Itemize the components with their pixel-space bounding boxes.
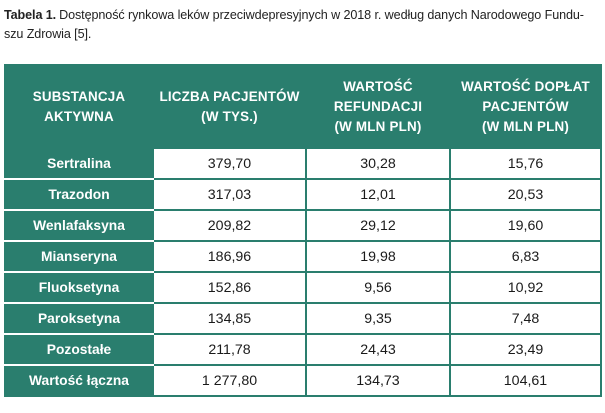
cell-patients: 152,86 — [153, 272, 306, 303]
table-row — [5, 272, 601, 303]
cell-copay: 15,76 — [450, 148, 601, 179]
header-line: (W MLN PLN) — [334, 118, 422, 134]
cell-patients: 209,82 — [153, 210, 306, 241]
cell-copay: 19,60 — [450, 210, 601, 241]
header-active-substance — [5, 65, 153, 148]
table-row — [5, 241, 601, 272]
header-line: SUBSTANCJA — [32, 88, 126, 104]
cell-patients: 186,96 — [153, 241, 306, 272]
table-caption — [4, 6, 600, 44]
table-row — [5, 148, 601, 179]
cell-refund: 24,43 — [306, 334, 450, 365]
header-refund-value — [306, 65, 450, 148]
table-row — [5, 303, 601, 334]
cell-substance: Pozostałe — [5, 334, 153, 365]
table-row — [5, 179, 601, 210]
cell-substance: Wartość łączna — [5, 365, 153, 396]
cell-copay: 10,92 — [450, 272, 601, 303]
cell-refund: 9,35 — [306, 303, 450, 334]
header-line: REFUNDACJI — [333, 98, 423, 114]
cell-patients: 1 277,80 — [153, 365, 306, 396]
cell-copay: 104,61 — [450, 365, 601, 396]
cell-substance: Wenlafaksyna — [5, 210, 153, 241]
caption-text-line2: szu Zdrowia [5]. — [4, 27, 92, 41]
cell-copay: 7,48 — [450, 303, 601, 334]
cell-refund: 134,73 — [306, 365, 450, 396]
cell-copay: 6,83 — [450, 241, 601, 272]
header-patient-count — [153, 65, 306, 148]
table-total-row — [5, 365, 601, 396]
cell-substance: Mianseryna — [5, 241, 153, 272]
cell-patients: 211,78 — [153, 334, 306, 365]
cell-refund: 12,01 — [306, 179, 450, 210]
header-line: LICZBA PACJENTÓW — [159, 88, 300, 104]
cell-copay: 23,49 — [450, 334, 601, 365]
cell-refund: 30,28 — [306, 148, 450, 179]
cell-patients: 379,70 — [153, 148, 306, 179]
cell-substance: Fluoksetyna — [5, 272, 153, 303]
caption-text-line1: Dostępność rynkowa leków przeciwdepresyjnych w 2018 r. według danych Narodowego Fundu- — [59, 8, 584, 22]
header-line: (W MLN PLN) — [482, 118, 569, 134]
table-row — [5, 334, 601, 365]
cell-refund: 19,98 — [306, 241, 450, 272]
header-copay-value — [450, 65, 601, 148]
cell-substance: Paroksetyna — [5, 303, 153, 334]
cell-substance: Sertralina — [5, 148, 153, 179]
cell-patients: 317,03 — [153, 179, 306, 210]
antidepressant-table — [4, 64, 602, 397]
header-line: WARTOŚĆ DOPŁAT — [461, 78, 590, 94]
header-line: WARTOŚĆ — [343, 78, 413, 94]
table-header-row — [5, 65, 601, 148]
header-line: PACJENTÓW — [482, 98, 569, 114]
caption-label: Tabela 1. — [4, 8, 57, 22]
header-line: AKTYWNA — [44, 108, 114, 124]
cell-refund: 29,12 — [306, 210, 450, 241]
cell-refund: 9,56 — [306, 272, 450, 303]
cell-substance: Trazodon — [5, 179, 153, 210]
cell-patients: 134,85 — [153, 303, 306, 334]
table-row — [5, 210, 601, 241]
header-line: (W TYS.) — [201, 108, 258, 124]
cell-copay: 20,53 — [450, 179, 601, 210]
